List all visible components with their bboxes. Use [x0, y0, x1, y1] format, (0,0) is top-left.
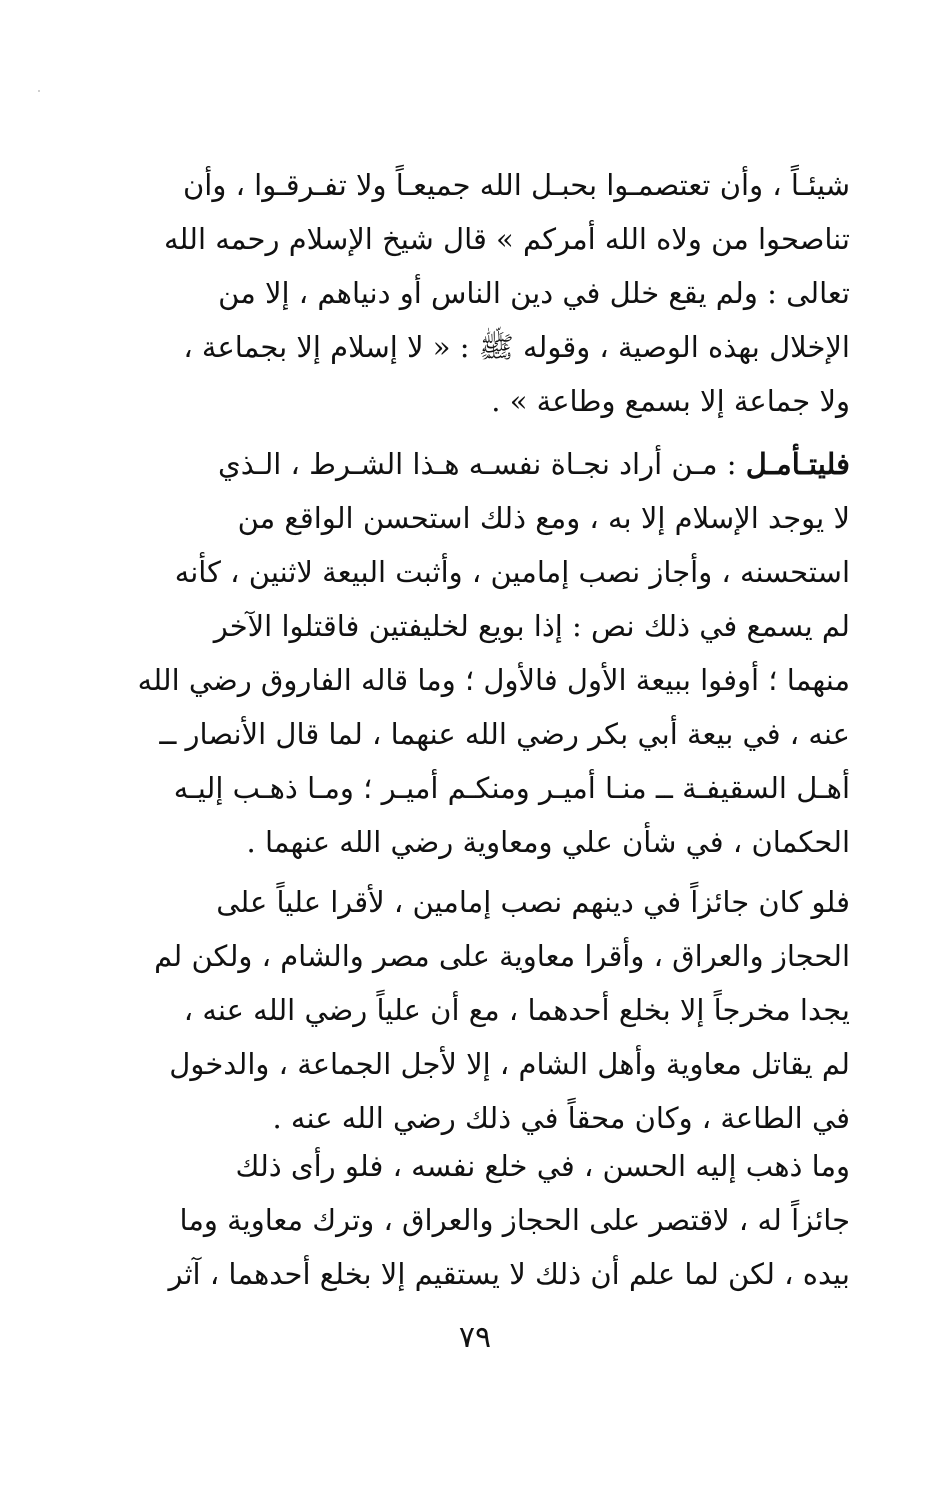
paragraph-2 [100, 437, 850, 869]
text-line: بيده ، لكن لما علم أن ذلك لا يستقيم إلا بخلع أحدهما ، آثر [168, 1257, 850, 1291]
text-line: استحسنه ، وأجاز نصب إمامين ، وأثبت البيعة لاثنين ، كأنه [174, 555, 850, 589]
text-line: تناصحوا من ولاه الله أمركم » قال شيخ الإسلام رحمه الله [163, 222, 850, 256]
paragraph-4 [100, 1139, 850, 1301]
text-line: لا يوجد الإسلام إلا به ، ومع ذلك استحسن الواقع من [237, 501, 850, 535]
paragraph-1 [100, 158, 850, 428]
scan-speck [38, 90, 40, 92]
text-line: جائزاً له ، لاقتصر على الحجاز والعراق ، وترك معاوية وما [179, 1203, 850, 1237]
text-line: الحجاز والعراق ، وأقرا معاوية على مصر والشام ، ولكن لم [154, 939, 850, 973]
text-line-first [100, 437, 850, 491]
text-line: الحكمان ، في شأن علي ومعاوية رضي الله عنهما . [246, 825, 850, 859]
text-line: وما ذهب إليه الحسن ، في خلع نفسه ، فلو رأى ذلك [235, 1149, 850, 1183]
text-line: يجدا مخرجاً إلا بخلع أحدهما ، مع أن علياً رضي الله عنه ، [183, 993, 850, 1027]
text-line: في الطاعة ، وكان محقاً في ذلك رضي الله عنه . [272, 1101, 850, 1135]
text-line: ولا جماعة إلا بسمع وطاعة » . [491, 384, 850, 418]
text-line: عنه ، في بيعة أبي بكر رضي الله عنهما ، لما قال الأنصار ــ [159, 717, 850, 751]
text-line: أهـل السقيفـة ــ منـا أميـر ومنكـم أميـر ؛ ومـا ذهـب إليـه [173, 771, 850, 805]
paragraph-3 [100, 875, 850, 1145]
text-line: لم يسمع في ذلك نص : إذا بويع لخليفتين فاقتلوا الآخر [213, 609, 850, 643]
text-line-rest: : مـن أراد نجـاة نفسـه هـذا الشـرط ، الـذي [218, 447, 746, 481]
text-line: شيئـاً ، وأن تعتصمـوا بحبـل الله جميعـاً ولا تفـرقـوا ، وأن [183, 168, 850, 202]
text-line: فلو كان جائزاً في دينهم نصب إمامين ، لأقرا علياً على [216, 885, 850, 919]
text-line: تعالى : ولم يقع خلل في دين الناس أو دنياهم ، إلا من [218, 276, 850, 310]
page-number: ٧٩ [458, 1320, 492, 1355]
text-line: منهما ؛ أوفوا ببيعة الأول فالأول ؛ وما قاله الفاروق رضي الله [137, 663, 850, 697]
text-line: الإخلال بهذه الوصية ، وقوله ﷺ : « لا إسلام إلا بجماعة ، [183, 330, 850, 364]
text-line: لم يقاتل معاوية وأهل الشام ، إلا لأجل الجماعة ، والدخول [169, 1047, 850, 1081]
paragraph-lead-word: فليتـأمـل [745, 447, 850, 481]
